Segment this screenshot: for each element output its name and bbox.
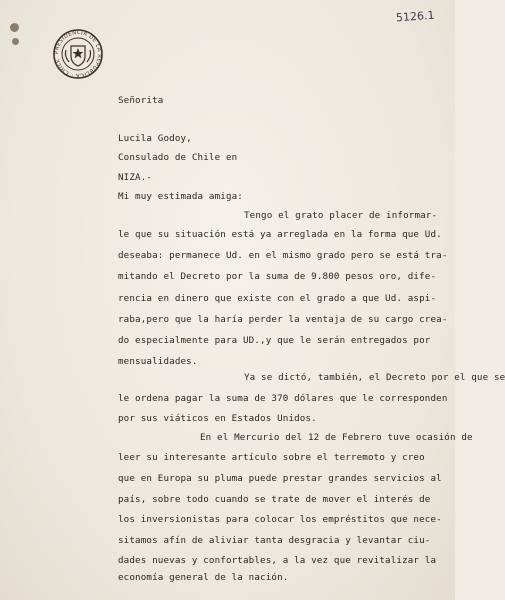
paragraph-line: le ordena pagar la suma de 370 dólares que le corresponden [118, 393, 448, 404]
paragraph-line: los inversionistas para colocar los empréstitos que nece- [118, 514, 442, 525]
paragraph-line: raba,pero que la haría perder la ventaja de su cargo crea- [118, 314, 448, 325]
paragraph-line: do especialmente para UD.,y que le serán entregados por [118, 335, 431, 346]
salutation-line: Consulado de Chile en [118, 152, 238, 163]
salutation-line: NIZA.- [118, 172, 153, 183]
paragraph-line: sitamos afín de aliviar tanta desgracia y levantar ciu- [118, 535, 431, 546]
salutation-line: Señorita [118, 95, 164, 106]
paragraph-line: rencia en dinero que existe con el grado a que Ud. aspi- [118, 293, 437, 304]
punch-hole-mark [10, 23, 19, 32]
archive-number: 5126.1 [395, 8, 435, 25]
paragraph-line: mensualidades. [118, 356, 198, 367]
punch-hole-mark [12, 38, 19, 45]
paragraph-line: le que su situación está ya arreglada en la forma que Ud. [118, 229, 442, 240]
paragraph-line: deseaba: permanece Ud. en el mismo grado pero se está tra- [118, 250, 448, 261]
salutation-line: Lucila Godoy, [118, 133, 192, 144]
paragraph-line: Ya se dictó, también, el Decreto por el que se [244, 372, 505, 383]
paragraph-line: mitando el Decreto por la suma de 9.800 pesos oro, dife- [118, 271, 437, 282]
paragraph-line: leer su interesante artículo sobre el terremoto y creo [118, 452, 425, 463]
paragraph-line: En el Mercurio del 12 de Febrero tuve ocasión de [200, 432, 473, 443]
paragraph-line: dades nuevas y confortables, a la vez que revitalizar la [118, 555, 437, 566]
paragraph-line: que en Europa su pluma puede prestar grandes servicios al [118, 473, 442, 484]
paragraph-line: por sus viáticos en Estados Unidos. [118, 413, 317, 424]
greeting: Mi muy estimada amiga: [118, 191, 243, 202]
paragraph-line: Tengo el grato placer de informar- [244, 210, 438, 221]
paragraph-line: economía general de la nación. [118, 572, 289, 583]
seal-text: PRESIDENCIA DE LA REPUBLICA · CHILE [53, 29, 103, 79]
chile-coat-of-arms-seal-icon [52, 28, 104, 80]
paragraph-line: país, sobre todo cuando se trate de mover el interés de [118, 494, 431, 505]
